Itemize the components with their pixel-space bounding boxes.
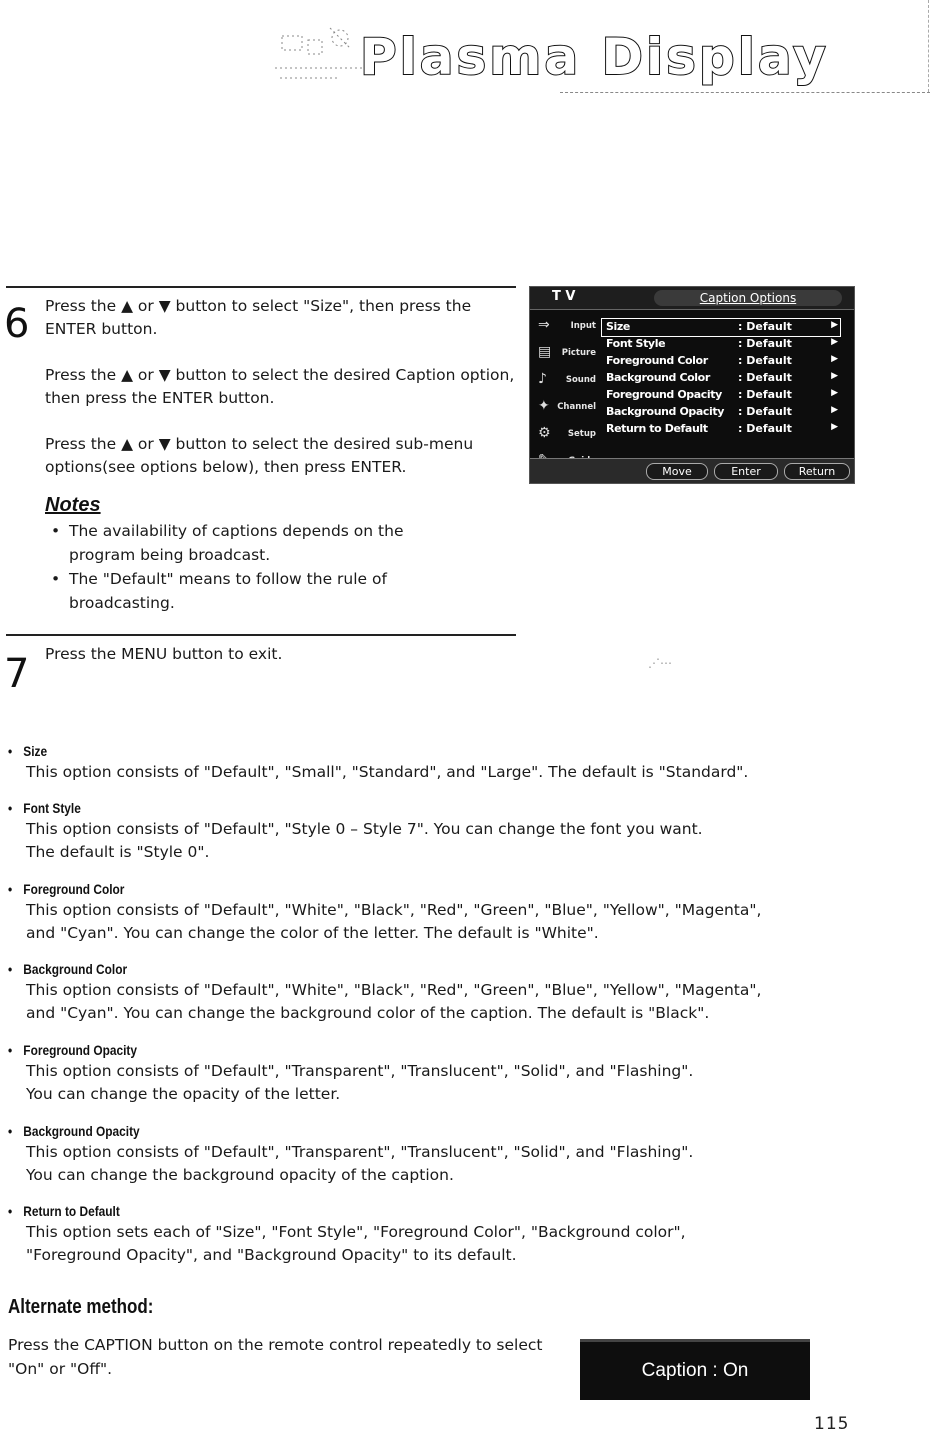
step-6-paragraph: Press the ▲ or ▼ button to select the desired sub-menu options(see options below), then press ENTER. [45, 435, 474, 476]
alternate-method-title: Alternate method: [8, 1296, 154, 1318]
page-number: 115 [814, 1414, 850, 1434]
tv-sidebar-item-picture[interactable]: ▤ Picture [538, 344, 596, 360]
caption-status-display [580, 1339, 810, 1400]
step-6-number: 6 [4, 301, 30, 347]
note-item: • The availability of captions depends on the program being broadcast. [45, 519, 445, 567]
option-line: This option sets each of "Size", "Font Style", "Foreground Color", "Background color", [26, 1223, 686, 1241]
tv-option-row[interactable]: Size : Default ▶ [602, 319, 840, 336]
header-rule [560, 92, 930, 93]
option-line: This option consists of "Default", "White", "Black", "Red", "Green", "Blue", "Yellow", "Magenta", [26, 901, 762, 919]
step-6-text [45, 295, 515, 479]
sound-icon: ♪ [538, 371, 547, 387]
caption-status-text: Caption : On [641, 1360, 749, 1381]
tv-option-row[interactable]: Font Style : Default ▶ [606, 337, 838, 350]
option-size [8, 741, 908, 784]
option-title: • Background Color [8, 959, 773, 979]
step-7-rule [6, 634, 516, 636]
page-title: Plasma Display [360, 28, 829, 86]
option-font-style [8, 798, 908, 864]
option-line: The default is "Style 0". [26, 843, 210, 861]
option-title: • Size [8, 741, 773, 761]
input-icon: ⇒ [538, 317, 550, 333]
arrow-right-icon: ▶ [831, 320, 838, 330]
tv-sidebar-item-sound[interactable]: ♪ Sound [538, 371, 596, 387]
notes-title: Notes [45, 494, 101, 516]
tv-sidebar-item-channel[interactable]: ✦ Channel [538, 398, 596, 414]
arrow-right-icon: ▶ [831, 337, 838, 347]
tv-label: T V [552, 289, 576, 304]
option-line: This option consists of "Default", "Transparent", "Translucent", "Solid", and "Flashing". [26, 1143, 694, 1161]
tv-option-row[interactable]: Foreground Opacity : Default ▶ [606, 388, 838, 401]
header-edge-rule [928, 0, 929, 92]
option-title: • Foreground Color [8, 879, 773, 899]
option-line: and "Cyan". You can change the background color of the caption. The default is "Black". [26, 1004, 710, 1022]
arrow-right-icon: ▶ [831, 371, 838, 381]
option-line: This option consists of "Default", "Small", "Standard", and "Large". The default is "Standard". [26, 763, 749, 781]
option-line: You can change the background opacity of the caption. [26, 1166, 454, 1184]
scan-speckle: ⋰⋯ [648, 656, 672, 670]
note-item: • The "Default" means to follow the rule of broadcasting. [45, 567, 445, 615]
option-line: This option consists of "Default", "Style 0 – Style 7". You can change the font you want. [26, 820, 703, 838]
arrow-right-icon: ▶ [831, 405, 838, 415]
option-background-color [8, 959, 908, 1025]
tv-sidebar [530, 313, 600, 475]
option-line: "Foreground Opacity", and "Background Opacity" to its default. [26, 1246, 517, 1264]
option-return-to-default [8, 1201, 908, 1267]
tv-menu-header [530, 287, 854, 310]
arrow-right-icon: ▶ [831, 354, 838, 364]
tv-option-row[interactable]: Background Color : Default ▶ [606, 371, 838, 384]
option-line: This option consists of "Default", "Transparent", "Translucent", "Solid", and "Flashing". [26, 1062, 694, 1080]
tv-menu-title: Caption Options [654, 290, 842, 306]
arrow-right-icon: ▶ [831, 388, 838, 398]
option-line: and "Cyan". You can change the color of the letter. The default is "White". [26, 924, 599, 942]
tv-return-button[interactable]: Return [784, 463, 850, 480]
tv-caption-menu [529, 286, 855, 484]
tv-button-bar [530, 458, 854, 483]
alternate-method-text: Press the CAPTION button on the remote control repeatedly to select "On" or "Off". [8, 1336, 543, 1378]
step-7-text: Press the MENU button to exit. [45, 645, 283, 663]
option-foreground-opacity [8, 1040, 908, 1106]
step-6-paragraph: Press the ▲ or ▼ button to select the desired Caption option, then press the ENTER button. [45, 366, 515, 407]
tv-move-button[interactable]: Move [646, 463, 708, 480]
channel-icon: ✦ [538, 398, 550, 414]
option-line: You can change the opacity of the letter. [26, 1085, 341, 1103]
tv-sidebar-item-setup[interactable]: ⚙ Setup [538, 425, 596, 441]
setup-icon: ⚙ [538, 425, 551, 441]
tv-option-row[interactable]: Background Opacity : Default ▶ [606, 405, 838, 418]
option-line: This option consists of "Default", "White", "Black", "Red", "Green", "Blue", "Yellow", "Magenta", [26, 981, 762, 999]
picture-icon: ▤ [538, 344, 552, 360]
notes-list [45, 519, 445, 615]
tv-option-row[interactable]: Return to Default : Default ▶ [606, 422, 838, 435]
option-title: • Background Opacity [8, 1121, 773, 1141]
arrow-right-icon: ▶ [831, 422, 838, 432]
option-title: • Foreground Opacity [8, 1040, 773, 1060]
option-title: • Font Style [8, 798, 773, 818]
tv-enter-button[interactable]: Enter [714, 463, 778, 480]
step-6-rule [6, 286, 516, 288]
header-decoration [270, 18, 370, 93]
option-title: • Return to Default [8, 1201, 773, 1221]
tv-sidebar-item-input[interactable]: ⇒ Input [538, 317, 596, 333]
option-foreground-color [8, 879, 908, 945]
option-background-opacity [8, 1121, 908, 1187]
step-7-number: 7 [4, 651, 30, 697]
tv-option-list [602, 319, 840, 438]
tv-option-row[interactable]: Foreground Color : Default ▶ [606, 354, 838, 367]
step-6-paragraph: Press the ▲ or ▼ button to select "Size", then press the ENTER button. [45, 297, 472, 338]
